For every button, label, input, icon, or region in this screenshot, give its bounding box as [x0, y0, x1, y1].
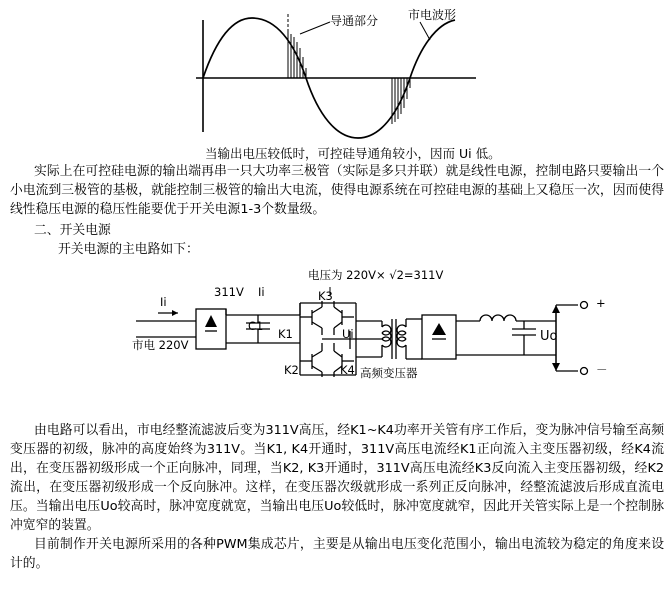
label-conduction-part: 导通部分 — [330, 14, 379, 28]
label-k2: K2 — [284, 363, 299, 377]
paragraph-linear-supply: 实际上在可控硅电源的输出端再串一只大功率三极管（实际是多只并联）就是线性电源，控制电路只要输出一个小电流到三极管的基极，就能控制三极管的输出大电流，使得电源系统在可控硅电源的基础上又稳压一次，因而使得线性稳压电源的稳压性能要优于开关电源1-3个数量级。 — [10, 164, 664, 217]
label-terminal-minus: － — [596, 363, 608, 377]
label-mains-220v: 市电 220V — [132, 338, 189, 352]
heading-switching-supply: 二、开关电源 — [34, 223, 111, 238]
subheading-main-circuit: 开关电源的主电路如下： — [58, 242, 199, 257]
circuit-svg — [0, 265, 672, 415]
label-voltage-note: 电压为 220V× √2=311V — [308, 268, 444, 282]
figure1-caption: 当输出电压较低时，可控硅导通角较小，因而 Ui 低。 — [205, 146, 501, 161]
label-ui: Ui — [342, 327, 354, 341]
label-high-freq-transformer: 高频变压器 — [360, 366, 418, 380]
label-k1: K1 — [278, 327, 293, 341]
label-ii-right: Ii — [258, 285, 265, 299]
label-ii-left: Ii — [160, 295, 167, 309]
label-311v: 311V — [214, 285, 244, 299]
label-k4: K4 — [340, 363, 355, 377]
label-k3: K3 — [318, 289, 333, 303]
label-terminal-plus: + — [596, 296, 606, 310]
label-mains-waveform: 市电波形 — [408, 8, 457, 22]
figure-switching-circuit — [0, 265, 672, 415]
label-c1: C1 — [248, 319, 264, 333]
paragraph-circuit-explanation: 由电路可以看出，市电经整流滤波后变为311V高压，经K1~K4功率开关管有序工作后，变为脉冲信号输至高频变压器的初级，脉冲的高度始终为311V。当K1, K4开通时，311V高压电流经K1正向流入主变压器初级，经K4流出，在变压器初级形成一个正向脉冲，同理，当K2, K3开通时，311V高压电流经K3反向流入主变压器初级，经K2流出，在变压器初级形成一个反向脉冲。这样，在变压器次级就形成一系列正反向脉冲，经整流滤波后形成直流电压。当输出电压Uo较高时，脉冲宽度就宽，当输出电压Uo较低时，脉冲宽度就窄，因此开关管实际上是一个控制脉冲宽窄的装置。 — [10, 423, 664, 533]
label-uo: Uo — [540, 329, 558, 344]
figure-waveform — [0, 0, 672, 161]
paragraph-pwm-chips: 目前制作开关电源所采用的各种PWM集成芯片，主要是从输出电压变化范围小，输出电流较为稳定的角度来设计的。 — [10, 537, 664, 571]
